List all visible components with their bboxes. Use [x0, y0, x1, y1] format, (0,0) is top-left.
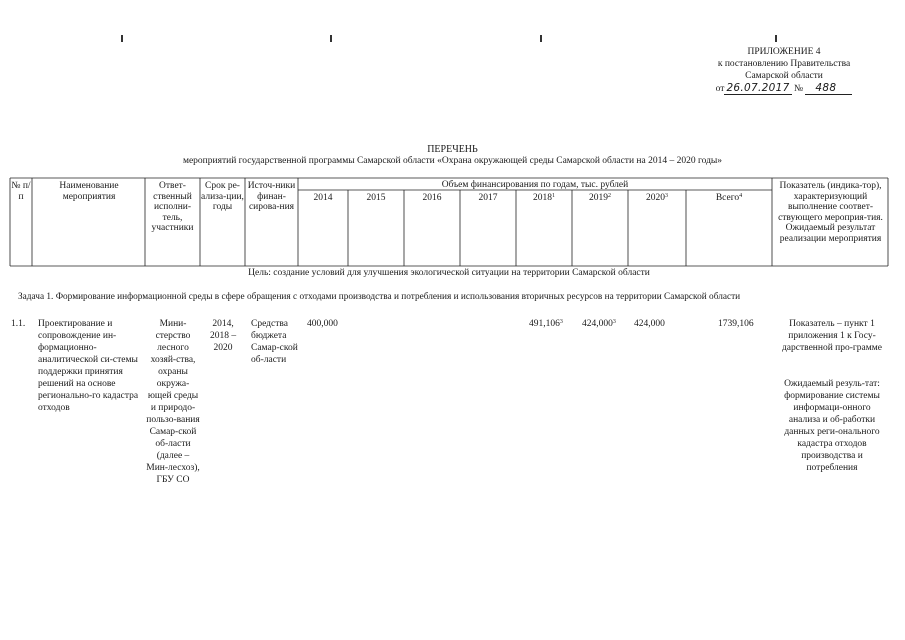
value-2018: 491,106 — [529, 319, 560, 329]
header-sources: Источ-ники финан-сирова-ния — [247, 181, 296, 212]
row-source: Средства бюджета Самар-ской об-ласти — [251, 319, 298, 365]
row-executor: Мини-стерство лесного хозяй-ства, охраны окружа-ющей среды и природо-пользо-вания Самар-ской об-ласти (далее – Мин-лесхоз), ГБУ СО — [146, 319, 200, 485]
row-value-total: 1739,106 — [718, 319, 754, 329]
value-2019: 424,000 — [582, 319, 613, 329]
header-num: № п/п — [11, 181, 31, 202]
appendix-block — [694, 46, 874, 95]
year-header — [628, 193, 686, 204]
header-indicator: Показатель (индика-тор), характеризующий выполнение соответ-ствующего мероприя-тия. Ожидаемый результат реализации мероприятия — [778, 181, 883, 244]
number-prefix: № — [793, 84, 804, 94]
year-label: 2018 — [533, 193, 552, 203]
year-label: Всего — [715, 193, 740, 203]
row-term: 2014, 2018 – 2020 — [209, 319, 237, 353]
year-label: 2017 — [478, 193, 498, 203]
year-header — [460, 193, 516, 204]
year-label: 2019 — [589, 193, 608, 203]
year-footnote: 1 — [552, 193, 555, 199]
year-label: 2016 — [422, 193, 442, 203]
year-header — [516, 193, 572, 204]
year-footnote: 3 — [665, 193, 668, 199]
row-indicator: Показатель – пункт 1 приложения 1 к Госу-дарственной про-грамме — [781, 319, 883, 353]
document-subtitle: мероприятий государственной программы Самарской области «Охрана окружающей среды Самарской области на 2014 – 2020 годы» — [182, 156, 723, 166]
appendix-date-line — [694, 82, 874, 95]
appendix-line-3: Самарской области — [745, 71, 823, 81]
header-funding-group: Объем финансирования по годам, тыс. рублей — [441, 180, 629, 190]
year-header — [686, 193, 772, 204]
year-header — [572, 193, 628, 204]
year-footnote: 4 — [739, 193, 743, 199]
row-name: Проектирование и сопровождение ин-формационно-аналитической си-стемы поддержки принятия решений на основе регионально-го кадастра отходов — [38, 319, 139, 413]
appendix-title: ПРИЛОЖЕНИЕ 4 — [747, 47, 821, 57]
header-term: Срок ре-ализа-ции, годы — [201, 181, 244, 212]
footnote-2019: 3 — [612, 319, 616, 325]
task-row: Задача 1. Формирование информационной среды в сфере обращения с отходами производства и потребления и использования вторичных ресурсов на территории Самарской области — [18, 292, 741, 302]
handwritten-date: 26.07.2017 — [726, 82, 790, 94]
row-value-2014: 400,000 — [307, 319, 338, 329]
row-num: 1.1. — [11, 319, 26, 329]
scan-mark — [121, 35, 123, 42]
row-expected-result: Ожидаемый резуль-тат: формирование системы информаци-онного анализа и об-работки данных реги-онального кадастра отходов производства и потребления — [784, 379, 880, 473]
year-header — [404, 193, 460, 204]
header-name: Наименование мероприятия — [59, 181, 119, 202]
goal-row: Цель: создание условий для улучшения экологической ситуации на территории Самарской области — [248, 268, 650, 278]
header-executor: Ответ-ственный исполни-тель, участники — [151, 181, 194, 233]
row-value-2019 — [582, 318, 632, 330]
year-header — [298, 193, 348, 204]
scan-mark — [330, 35, 332, 42]
row-value-2018 — [529, 318, 579, 330]
year-label: 2015 — [366, 193, 386, 203]
year-footnote: 2 — [608, 193, 611, 199]
scan-mark — [540, 35, 542, 42]
document-title: ПЕРЕЧЕНЬ — [427, 144, 478, 155]
scan-mark — [775, 35, 777, 42]
appendix-line-2: к постановлению Правительства — [717, 59, 851, 69]
year-header — [348, 193, 404, 204]
handwritten-number: 488 — [805, 82, 852, 95]
year-label: 2014 — [313, 193, 333, 203]
row-value-2020: 424,000 — [634, 319, 665, 329]
footnote-2018: 3 — [559, 319, 563, 325]
date-prefix: от — [715, 84, 725, 94]
year-label: 2020 — [646, 193, 665, 203]
